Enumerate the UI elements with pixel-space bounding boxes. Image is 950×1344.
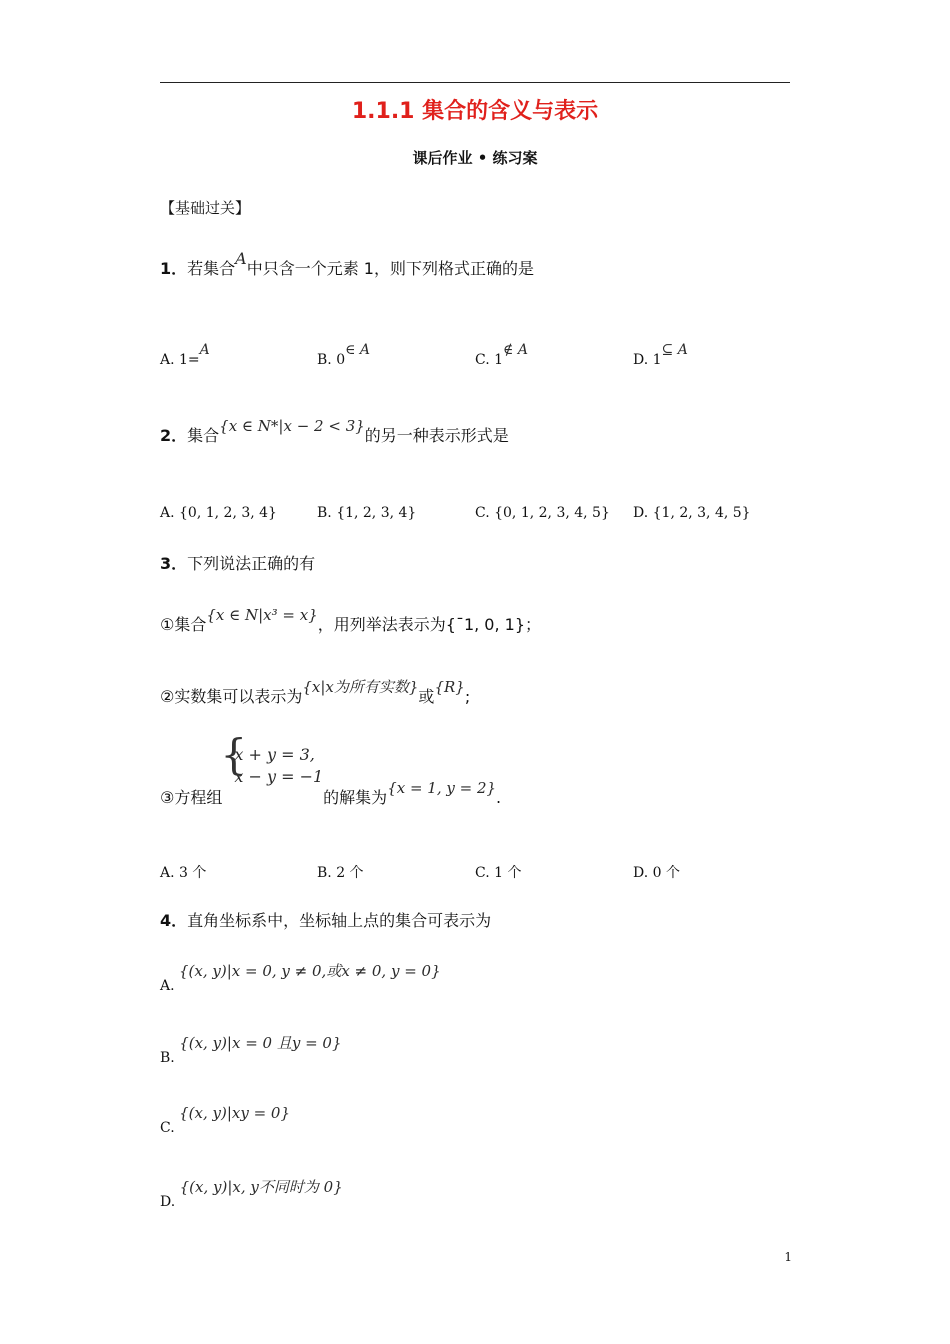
option-d: D. {1, 2, 3, 4, 5} — [633, 505, 751, 521]
question-2 — [160, 417, 509, 446]
question-text: 直角坐标系中，坐标轴上点的集合可表示为 — [187, 911, 492, 930]
option-label: C. 1 — [475, 352, 504, 368]
option-c: C. 1 个 — [475, 865, 522, 881]
option-label: D. 1 — [633, 352, 662, 368]
section-heading: 【基础过关】 — [160, 199, 251, 217]
math-expression: {x ∈ N|x³ = x} — [206, 606, 318, 624]
question-text: 集合 — [187, 426, 220, 445]
option-label: A. — [160, 978, 175, 994]
statement-text: ②实数集可以表示为 — [160, 687, 303, 706]
statement-text: ¯1, 0, 1}； — [455, 615, 542, 634]
left-brace-icon: { — [220, 730, 248, 779]
option-b: B. 2 个 — [317, 865, 364, 881]
option-c — [475, 342, 528, 368]
question-number: 3． — [160, 554, 188, 573]
question-4 — [160, 908, 491, 931]
question-text: 若集合 — [187, 259, 236, 278]
option-c: C. {0, 1, 2, 3, 4, 5} — [475, 505, 610, 521]
math-expression: {x ∈ N*|x − 2 < 3} — [219, 417, 365, 435]
statement-text: ; — [464, 687, 471, 706]
option-c — [160, 1104, 291, 1136]
page-title: 1.1.1 集合的含义与表示 — [351, 99, 599, 124]
math-expression: {x = 1, y = 2} — [387, 778, 497, 797]
question-text: 的另一种表示形式是 — [364, 426, 509, 445]
option-b: B. {1, 2, 3, 4} — [317, 505, 417, 521]
option-a: A. {0, 1, 2, 3, 4} — [160, 505, 277, 521]
option-label: A. 1= — [160, 352, 200, 368]
statement-text: . — [496, 787, 502, 807]
statement-text: ③方程组 — [160, 787, 223, 807]
page-subtitle: 课后作业 • 练习案 — [412, 149, 538, 167]
math-expression: {R} — [434, 678, 465, 696]
statement-text: ，用列举法表示为{ — [317, 615, 456, 634]
math-expression: A — [199, 342, 210, 358]
math-expression: ∈ A — [345, 342, 371, 358]
option-label: B. — [160, 1050, 175, 1066]
option-label: C. — [160, 1120, 175, 1136]
statement-3 — [160, 730, 502, 807]
equation-line: x − y = −1 — [234, 767, 324, 786]
question-3 — [160, 551, 315, 574]
question-number: 2． — [160, 426, 188, 445]
statement-text: ①集合 — [160, 615, 207, 634]
math-expression: A — [235, 249, 247, 268]
option-a: A. 3 个 — [160, 865, 207, 881]
page-number: 1 — [784, 1250, 792, 1264]
math-expression: {(x, y)|xy = 0} — [179, 1104, 291, 1122]
statement-text: 的解集为 — [323, 787, 388, 807]
equation-system — [220, 730, 324, 788]
option-label: D. — [160, 1194, 176, 1210]
option-label: B. 0 — [317, 352, 346, 368]
question-text: 中只含一个元素 1，则下列格式正确的是 — [246, 259, 534, 278]
statement-2 — [160, 678, 471, 707]
option-b — [160, 1032, 342, 1066]
question-1 — [160, 249, 534, 279]
option-a — [160, 342, 210, 368]
option-d — [160, 1176, 343, 1210]
equation-line: x + y = 3, — [234, 745, 315, 764]
header-rule — [160, 82, 790, 83]
statement-1 — [160, 606, 542, 635]
option-d — [633, 342, 688, 368]
question-number: 4． — [160, 911, 188, 930]
option-a — [160, 960, 441, 994]
math-expression: ∉ A — [503, 342, 528, 358]
math-expression: {(x, y)|x = 0 且y = 0} — [179, 1034, 342, 1052]
math-expression: {(x, y)|x = 0, y ≠ 0,或x ≠ 0, y = 0} — [179, 962, 441, 980]
option-d: D. 0 个 — [633, 865, 680, 881]
option-b — [317, 342, 371, 368]
math-expression: {(x, y)|x, y不同时为 0} — [179, 1178, 343, 1196]
math-expression: {x|x为所有实数} — [302, 678, 419, 696]
question-number: 1． — [160, 259, 188, 278]
question-text: 下列说法正确的有 — [187, 554, 316, 573]
statement-text: 或 — [418, 687, 435, 706]
math-expression: ⊆ A — [661, 342, 688, 358]
